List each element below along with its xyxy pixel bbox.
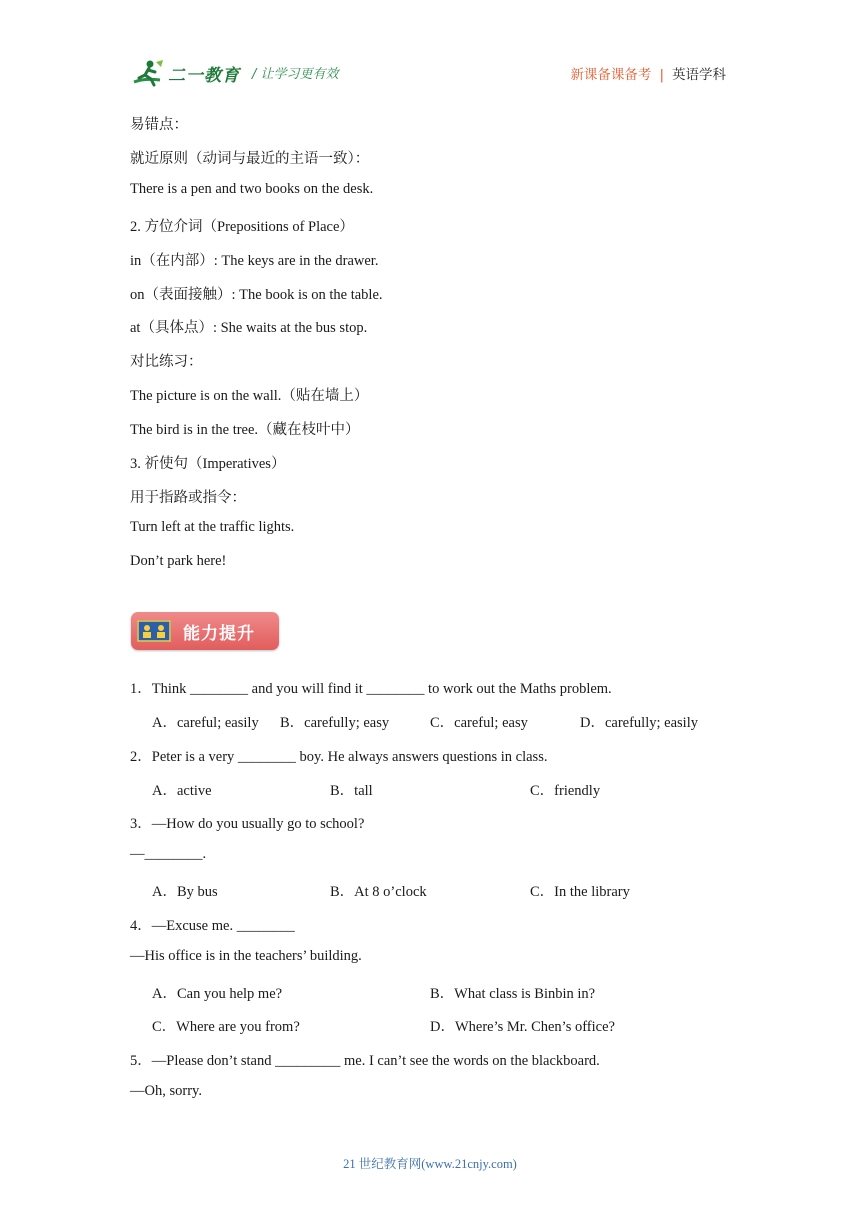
- option-d: D．carefully; easily: [580, 715, 698, 731]
- option-b: B．carefully; easy: [280, 715, 390, 731]
- question-stem: 4．—Excuse me. ________: [130, 918, 295, 934]
- slogan: / 让学习更有效: [252, 67, 339, 82]
- runner-logo-icon: [130, 58, 166, 88]
- question-stem: 3．—How do you usually go to school?: [130, 816, 365, 832]
- question-stem: 2．Peter is a very ________ boy. He always answers questions in class.: [130, 749, 548, 765]
- question-stem: 1．Think ________ and you will find it ________ to work out the Maths problem.: [130, 681, 612, 697]
- option-d: D．Where’s Mr. Chen’s office?: [430, 1019, 615, 1035]
- brand-logo: [130, 56, 240, 90]
- note-line: Turn left at the traffic lights.: [130, 519, 295, 535]
- header-subject: [570, 63, 726, 83]
- option-b: B．tall: [330, 783, 373, 799]
- note-heading: 2. 方位介词（Prepositions of Place）: [130, 219, 354, 235]
- note-line: at（具体点）: She waits at the bus stop.: [130, 320, 368, 336]
- header-separator: |: [659, 67, 664, 83]
- option-a: A．careful; easily: [152, 715, 259, 731]
- header-right-secondary: 英语学科: [672, 67, 726, 83]
- note-line: The bird is in the tree.（藏在枝叶中）: [130, 422, 360, 438]
- note-line: 对比练习：: [130, 354, 203, 370]
- page-footer: 21 世纪教育网(www.21cnjy.com): [343, 1157, 517, 1171]
- option-c: C．careful; easy: [430, 715, 528, 731]
- header-right-primary: 新课备课备考: [570, 67, 652, 83]
- note-line: 易错点：: [130, 117, 188, 133]
- page-header: [130, 56, 726, 90]
- note-line: 就近原则（动词与最近的主语一致）：: [130, 151, 370, 167]
- section-badge: [131, 612, 279, 650]
- question-answer-line: —His office is in the teachers’ building.: [130, 948, 362, 964]
- note-line: 用于指路或指令：: [130, 490, 246, 506]
- option-a: A．Can you help me?: [152, 986, 283, 1002]
- brand-name: 二一教育: [168, 65, 240, 86]
- note-line: in（在内部）: The keys are in the drawer.: [130, 253, 379, 269]
- note-heading: 3. 祈使句（Imperatives）: [130, 456, 286, 472]
- option-b: B．What class is Binbin in?: [430, 986, 596, 1002]
- option-a: A．active: [152, 783, 212, 799]
- option-c: C．friendly: [530, 783, 601, 799]
- option-b: B．At 8 o’clock: [330, 884, 427, 900]
- option-a: A．By bus: [152, 884, 218, 900]
- note-line: The picture is on the wall.（贴在墙上）: [130, 388, 369, 404]
- question-answer-line: —________.: [130, 846, 207, 862]
- note-line: Don’t park here!: [130, 553, 227, 569]
- section-badge-label: 能力提升: [183, 624, 255, 644]
- note-line: on（表面接触）: The book is on the table.: [130, 287, 383, 303]
- note-line: There is a pen and two books on the desk.: [130, 181, 374, 197]
- option-c: C．Where are you from?: [152, 1019, 300, 1035]
- presentation-icon: [137, 620, 171, 642]
- question-stem: 5．—Please don’t stand _________ me. I can’t see the words on the blackboard.: [130, 1053, 600, 1069]
- option-c: C．In the library: [530, 884, 630, 900]
- question-answer-line: —Oh, sorry.: [130, 1083, 202, 1099]
